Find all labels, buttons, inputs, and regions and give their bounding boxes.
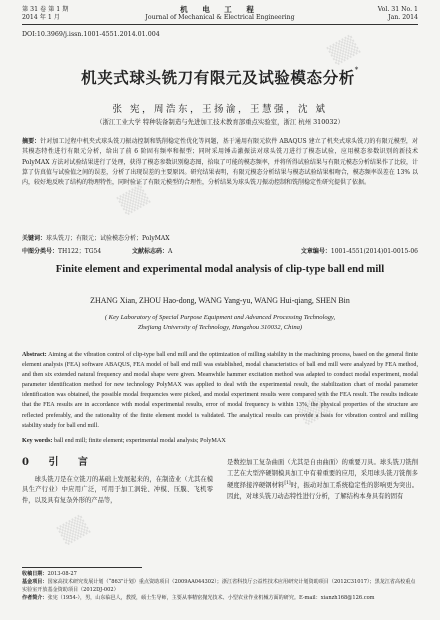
doc-code-value: A (168, 248, 173, 255)
affiliation-en-line1: ( Key Laboratory of Special Purpose Equipment and Advanced Processing Technology, (104, 314, 336, 321)
keywords-cn-label: 关键词： (22, 235, 47, 242)
watermark-mark: ▒▒ (296, 394, 332, 427)
keywords-cn (22, 233, 418, 242)
authors-en: ZHANG Xian, ZHOU Hao-dong, WANG Yang-yu, WANG Hui-qiang, SHEN Bin (90, 296, 350, 305)
intro-paragraph-left: 球头铣刀是在立铣刀的基础上发展起来的，在制造业（尤其在模具生产行业）中应用广泛，可用于加工涡轮、冲模、压膜、飞机零件，以及具有复杂外形的产品等， (22, 475, 213, 504)
author-bio (22, 594, 418, 602)
clc-code (22, 246, 101, 255)
clc-label: 中图分类号： (22, 248, 59, 255)
header-right (378, 6, 418, 21)
date-en: Jan. 2014 (388, 13, 418, 21)
watermark-mark: ▒▒ (116, 184, 152, 217)
body-column-right (227, 458, 418, 502)
abstract-en-text: Aiming at the vibration control of clip-type ball end mill and the optimization of milling stability in the machining process, based on the general finite element analysis (FEA) software ABAQUS, FEA model of ball end mill was established, modal characteristics of ball end mill were analyzed by FEA method, and then six extended natural frequency and modal shape were given. Meanwhile hammer excitation method was adapted to conduct modal experiment, modal parameter identification method for new technology PolyMAX was applied to deal with the experimental result, the stabilization chart of modal parameter identification was obtained, the possible modal frequencies were picked, and modal experiment results were compared with the FEA result. The results indicate that the FEA results are in accordance with modal experimental results, error of modal frequency is within 13%, the physical properties of the structure are reflected preferably, and the rationality of the finite element model is validated. The analytical results can provide a basis for vibration control and milling stability study for ball end mill. (22, 352, 418, 429)
clc-value: TH122；TG54 (58, 248, 102, 255)
article-number-value: 1001-4551(2014)01-0015-06 (330, 248, 418, 255)
fund-label: 基金项目： (22, 579, 48, 585)
body-column-left (22, 458, 213, 506)
intro-paragraph-right (227, 458, 418, 502)
keywords-en (22, 437, 418, 444)
affiliation-en (22, 313, 418, 333)
citation-mark[interactable]: [1] (284, 481, 291, 487)
received-value: 2013-08-27 (47, 571, 77, 577)
abstract-cn (22, 137, 418, 188)
abstract-cn-label: 摘要： (22, 138, 41, 145)
fund-info (22, 578, 418, 594)
received-date (22, 570, 418, 578)
title-cn-text: 机夹式球头铣刀有限元及试验模态分析 (81, 68, 355, 87)
section-heading-intro: 0 引 言 (22, 457, 96, 468)
running-header (22, 6, 418, 22)
affiliation-cn: （浙江工业大学 特种装备制造与先进加工技术教育部重点实验室，浙江 杭州 310032） (96, 118, 344, 126)
journal-name-cn: 机 电 工 程 (180, 5, 260, 14)
keywords-en-label: Key words: (22, 437, 53, 444)
article-title-cn (22, 66, 418, 88)
received-label: 收稿日期： (22, 571, 48, 577)
abstract-en-label: Abstract: (22, 352, 47, 358)
affiliation-en-line2: Zhejiang University of Technology, Hangzhou 310032, China) (137, 324, 303, 331)
footnote-rule (22, 567, 142, 568)
volume-cn: 第 31 卷 第 1 期 (22, 6, 69, 13)
keywords-en-text: ball end mill; finite element; experimental modal analysis; PolyMAX (53, 437, 226, 444)
keywords-cn-text: 球头铣刀；有限元；试验模态分析；PolyMAX (46, 235, 170, 242)
date-cn: 2014 年 1 月 (22, 13, 60, 21)
watermark-mark: ▒▒ (326, 34, 362, 67)
authors-cn: 张 宪，周浩东，王扬渝，王慧强，沈 斌 (112, 104, 328, 115)
doi[interactable]: DOI:10.3969/j.issn.1001-4551.2014.01.004 (22, 31, 160, 38)
doc-code-label: 文献标志码： (132, 248, 169, 255)
title-fund-mark: * (354, 66, 359, 74)
abstract-cn-text: 针对加工过程中机夹式球头铣刀振动控制和铣削稳定性优化等问题，基于通用有限元软件 ABAQUS 建立了机夹式球头铣刀的有限元模型，对其模态特性进行有限元分析，给出了前 6 阶固有频率和振型；同时采用锤击激振法对球头铣刀进行了模态试验，应用模态参数识别的新技术 PolyMAX 方法对试验结果进行了处理，获得了模态参数识别稳态图，拾取了可能的模态频率，并将所得试验结果与有限元模态分析结果作了比较，计算了仿真值与试验值之间的误差，分析了出现误差的主要原因。研究结果表明，有限元模态分析结果与模态试验结果相吻合，模态频率误差在 13% 以内，较好地反映了结构的物理特性，同时验证了有限元模型的合理性，分析结果为球头铣刀振动控制和铣削稳定性研究提供了依据。 (22, 138, 418, 187)
header-rule (22, 24, 418, 25)
footnote (22, 570, 418, 602)
journal-name-en: Journal of Mechanical & Electrical Engineering (145, 13, 295, 21)
intro-right-text-2: 时，振动对加工系统稳定性的影响更为突出。因此，对球头铣刀动态特性进行分析，了解结构本身具有的固有 (227, 482, 419, 500)
doc-code (132, 246, 172, 255)
abstract-en (22, 350, 418, 431)
article-number (301, 246, 418, 255)
intro-right-text-1: 是数控加工复杂曲面（尤其是自由曲面）的重要刀具。球头铣刀铣削工艺在大型淬硬钢模具加工中有着重要的应用，采用球头铣刀铣削多硬度择接淬硬钢材料 (227, 459, 418, 490)
fund-value: 国家高技术研究发展计划（“863”计划）重点资助项目（2009AA044302）；浙江省科技厅公益性技术应用研究计划资助项目（2012C31017）；黑龙江省高校重点实验室开放基金资助项目（2012DJ-002） (22, 579, 416, 593)
article-title-en: Finite element and experimental modal analysis of clip-type ball end mill (55, 264, 385, 275)
header-center (22, 6, 418, 21)
watermark-mark: ▒▒ (56, 514, 92, 547)
article-number-label: 文章编号： (300, 248, 331, 255)
author-bio-label: 作者简介： (22, 595, 48, 601)
author-bio-value: 张宪（1954-），男，山东临邑人，教授，硕士生导师，主要从事精密抛光技术、小型农业作业机械方面的研究。E-mail：xianzh168@126.com (47, 595, 375, 601)
classification-row (22, 246, 418, 256)
volume-en: Vol. 31 No. 1 (377, 6, 418, 13)
